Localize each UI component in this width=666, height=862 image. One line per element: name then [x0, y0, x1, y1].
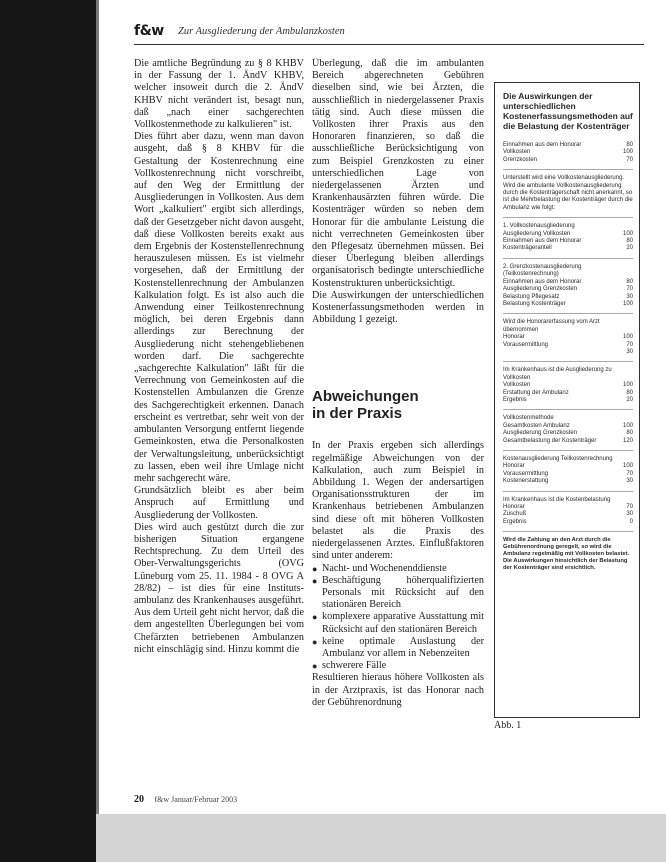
figure-row-label: Ausgliederung Vollkosten: [503, 230, 571, 237]
figure-section-text: Im Krankenhaus ist die Ausgliederung zu Vollkosten: [503, 367, 612, 381]
text-column-middle: [312, 58, 484, 810]
figure-row-label: Honorar: [503, 463, 525, 470]
figure-section: [503, 532, 633, 577]
figure-row-label: Honorar: [503, 504, 525, 511]
figure-row: [503, 463, 633, 470]
figure-row-label: Gesamtbelastung der Kostenträger: [503, 437, 597, 444]
figure-row-value: 100: [622, 334, 633, 341]
figure-row-value: 100: [622, 149, 633, 156]
figure-row: [503, 504, 633, 511]
figure-row-label: Ausgliederung Grenzkosten: [503, 286, 578, 293]
bullet-item: ● Nacht- und Wochenenddienste: [312, 563, 484, 575]
figure-row-value: 30: [626, 348, 633, 355]
paragraph: Überlegung, daß die im ambulanten Bereich abgerechneten Gebühren dieselben sind, wie bei Ärzten, die ausschließlich in niedergelassener Praxis tätig sind. Auch diese müssen die Vollkosten ihrer Praxis aus den Honoraren finanzieren, so daß die ausschließliche Berücksichtigung von zum Beispiel Grenzkosten zu einer unterschiedlichen Lage von niedergelassenen Ärzten und Krankenhausärzten führen würde. Die Kostenträger würden so neben dem Honorar für die ambulante Leistung die nicht verrechneten Gemeinkosten über den Pflegesatz übernehmen müssen. Bei dieser Überlegung bleiben allerdings organisatorisch bedingte unterschiedliche Kostenstrukturen unberücksichtigt.: [312, 58, 484, 289]
page-edge: [96, 0, 99, 814]
figure-section: [503, 410, 633, 451]
bullet-item: ● komplexere apparative Ausstattung mit Rücksicht auf den stationären Bereich: [312, 611, 484, 635]
figure-row-label: Ergebnis: [503, 518, 527, 525]
figure-row: [503, 238, 633, 245]
figure-row-value: 20: [626, 245, 633, 252]
bullet-item: ● schwerere Fälle: [312, 660, 484, 672]
text-column-left: [134, 58, 304, 810]
page-number: 20: [134, 794, 144, 805]
figure-row-value: 80: [626, 142, 633, 148]
bullet-item: ● keine optimale Auslastung der Ambulanz vor allem in Nebenzeiten: [312, 636, 484, 660]
figure-row-label: Vorausermittlung: [503, 470, 549, 477]
figure-row-label: Vorausermittlung: [503, 341, 549, 348]
figure-row-label: Kostenträgeranteil: [503, 245, 552, 252]
figure-row-value: 100: [622, 463, 633, 470]
paragraph: In der Praxis ergeben sich allerdings regelmäßige Abweichungen von der Kalkulation, auch zum Beispiel in Abbildung 1. Wegen der andersartigen Organisationsstrukturen der im Krankenhaus betriebenen Ambulanzen sind diese oft mit höheren Vollkosten belastet als die Praxis des niedergelassenen Arztes. Einflußfaktoren sind unter anderem:: [312, 440, 484, 562]
figure-row-label: Gesamtkosten Ambulanz: [503, 422, 570, 429]
bullet-list: [312, 563, 484, 673]
figure-row: [503, 423, 633, 430]
figure-row: [503, 382, 633, 389]
issue-line: f&w Januar/Februar 2003: [154, 795, 238, 804]
figure-title: Die Auswirkungen der unterschiedlichen Kostenerfassungsmethoden auf die Belastung der Kostenträger: [503, 91, 633, 131]
figure-section-text: Vollkostenmethode: [503, 415, 554, 422]
figure-section: [503, 137, 633, 170]
figure-row-value: 30: [626, 293, 633, 300]
figure-section: [503, 170, 633, 218]
figure-row-value: 80: [626, 389, 633, 396]
figure-row: [503, 349, 633, 356]
section-heading: [312, 388, 484, 422]
paragraph: Dies wird auch gestützt durch die zur bisherigen Situation ergangene Rechtsprechung. Zu dem Urteil des Ober-Verwaltungsgerichts (OVG Lüneburg vom 25. 11. 1984 - 8 OVG A 28/82) – ist dies für eine Institutsambulanz des Krankenhauses ausgeführt. Aus dem Urteil geht nicht hervor, daß die dem angestellten Überlegungen bei vom Chefärzten betriebenen Ambulanzen nicht einschlägig sind. Hinzu kommt die: [134, 521, 304, 655]
figure-section: [503, 314, 633, 362]
figure-row-value: 100: [622, 382, 633, 389]
figure-row: [503, 149, 633, 156]
paragraph: Die amtliche Begründung zu § 8 KHBV in der Fassung der 1. ÄndV KHBV, welcher insoweit durch die 2. ÄndV KHBV nicht verändert ist, besagt nun, daß „nach einer sachgerechten Vollkostenmethode zu kalkulieren" ist.: [134, 58, 304, 131]
figure-row-value: 70: [626, 156, 633, 163]
figure-row: [503, 438, 633, 445]
figure-row: [503, 471, 633, 478]
figure-row-label: Erstattung der Ambulanz: [503, 389, 569, 396]
figure-row-value: 70: [626, 286, 633, 293]
paragraph: Grundsätzlich bleibt es aber beim Anspruch auf Ermittlung und Ausgliederung der Vollkosten.: [134, 485, 304, 521]
section-heading-line: in der Praxis: [312, 405, 403, 423]
figure-row-value: 20: [626, 396, 633, 403]
figure-row: [503, 245, 633, 252]
figure-row: [503, 294, 633, 301]
figure-row-value: 30: [626, 478, 633, 485]
figure-section-text: Im Krankenhaus ist die Kostenbelastung: [503, 496, 611, 503]
figure-row-value: 100: [622, 300, 633, 307]
figure-row: [503, 334, 633, 341]
figure-row-value: 100: [622, 230, 633, 237]
figure-row: [503, 286, 633, 293]
figure-section-text: Kostenausgliederung Teilkostenrechnung: [503, 456, 613, 462]
figure-row-label: Ergebnis: [503, 396, 527, 403]
figure-section: [503, 218, 633, 259]
figure-row-label: Einnahmen aus dem Honorar: [503, 278, 582, 285]
figure-section-text: 2. Grenzkostenausgliederung (Teilkostenrechnung): [503, 263, 582, 278]
figure-row-value: 70: [626, 341, 633, 348]
figure-note: Wird die Zahlung an den Arzt durch die Gebührenordnung geregelt, so wird die Ambulanz regelmäßig mit Vollkosten belastet. Die Auswirkungen hinsichtlich der Belastung der Kostenträger sind ersichtlich.: [503, 537, 630, 572]
figure-row-value: 100: [622, 422, 633, 429]
figure-row: [503, 279, 633, 286]
scan-border-left: [0, 0, 96, 862]
figure-row: [503, 231, 633, 238]
figure-row-label: Vollkosten: [503, 149, 531, 156]
figure-section-text: Unterstellt wird eine Vollkostenausgliederung. Wird die ambulante Vollkostenausgliederung durch die Kostenträgerschaft nicht anerkannt, so ist die Mehrbelastung der Kostenträger durch die Ambulanz wie folgt:: [503, 175, 633, 211]
figure-box: [494, 82, 640, 718]
figure-row-value: 70: [626, 504, 633, 511]
figure-row: [503, 142, 633, 149]
figure-section-text: Wird die Honorarerfassung vom Arzt übernommen: [503, 319, 600, 333]
header-title: Zur Ausgliederung der Ambulanzkosten: [178, 26, 345, 37]
figure-row-label: Einnahmen aus dem Honorar: [503, 238, 582, 245]
figure-row-label: Belastung Pflegesatz: [503, 293, 560, 300]
journal-logo: f&w: [134, 23, 164, 39]
figure-row-label: Kostenerstattung: [503, 478, 549, 485]
figure-section: [503, 362, 633, 410]
figure-row-label: Ausgliederung Grenzkosten: [503, 430, 578, 437]
figure-row-label: Grenzkosten: [503, 156, 538, 163]
section-heading-line: Abweichungen: [312, 388, 419, 406]
running-header: [134, 20, 644, 45]
paragraph: Resultieren hieraus höhere Vollkosten als in der Arztpraxis, ist das Honorar nach der Gebührenordnung: [312, 672, 484, 708]
figure-row: [503, 390, 633, 397]
figure-row-value: 80: [626, 430, 633, 437]
page-footer: [134, 794, 237, 805]
figure-row: [503, 397, 633, 404]
figure-row: [503, 301, 633, 308]
figure-row: [503, 511, 633, 518]
figure-row: [503, 157, 633, 164]
figure-section-text: 1. Vollkostenausgliederung: [503, 223, 575, 230]
paragraph: Die Auswirkungen der unterschiedlichen Kostenerfassungsmethoden werden in Abbildung 1 gezeigt.: [312, 289, 484, 326]
figure-row-label: Vollkosten: [503, 382, 531, 389]
figure-row-label: Einnahmen aus dem Honorar: [503, 142, 582, 148]
figure-section: [503, 451, 633, 492]
figure-row: [503, 519, 633, 526]
figure-row: [503, 478, 633, 485]
scan-border-bottom: [96, 814, 666, 862]
figure-row-value: 70: [626, 470, 633, 477]
figure-row-value: 30: [626, 511, 633, 518]
figure-caption: Abb. 1: [494, 720, 522, 731]
figure-section: [503, 259, 633, 314]
figure-row: [503, 430, 633, 437]
figure-row-value: 80: [626, 238, 633, 245]
bullet-item: ● Beschäftigung höherqualifizierten Personals mit Rücksicht auf den stationären Bereich: [312, 575, 484, 612]
figure-section: [503, 492, 633, 533]
figure-row-label: Belastung Kostenträger: [503, 300, 566, 307]
figure-row-value: 120: [622, 437, 633, 444]
figure-row-value: 0: [629, 518, 633, 525]
figure-row-value: 80: [626, 278, 633, 285]
paragraph: Dies führt aber dazu, wenn man davon ausgeht, daß § 8 KHBV für die Gestaltung der Kostenrechnung eine Vollkostenrechnung nicht vorschreibt, auf den Weg der Ermittlung der Ausgliederungen in Vollkosten. Aus dem Wort „kalkuliert" ergibt sich allerdings, daß der Gesetzgeber nicht davon ausgeht, daß diese Vollkosten bereits exakt aus dem Ergebnis der Kostenstellenrechnung herauszulesen müssen. Es ist vielmehr vorgesehen, daß der Ermittlung der Kostenstellenrechnung der Ambulanzen Kalkulation folgt. Es ist also auch die Anwendung einer Teilkostenrechnung möglich, bei deren Ergebnis dann allerdings zur Berechnung der Ausgliederung nicht stehengebliebenen worden darf. Die sachgerechte „sachgerechte Kalkulation" läßt für die Verrechnung von Gemeinkosten auf die Kostenstellen Ambulanzen die Grenze des Sachgerechtigkeit erkennen. Danach erscheint es vertretbar, sehr weit von der ambulanten Versorgung entfernt liegende Gemeinkosten, etwa die Personalkosten der Verwaltungsleitung, unberücksichtigt zu lassen, eben weil ihre Umlage nicht mehr sachgerecht wäre.: [134, 131, 304, 484]
figure-row-label: Zuschuß: [503, 511, 527, 518]
figure-row-label: Honorar: [503, 334, 525, 341]
figure-row: [503, 342, 633, 349]
